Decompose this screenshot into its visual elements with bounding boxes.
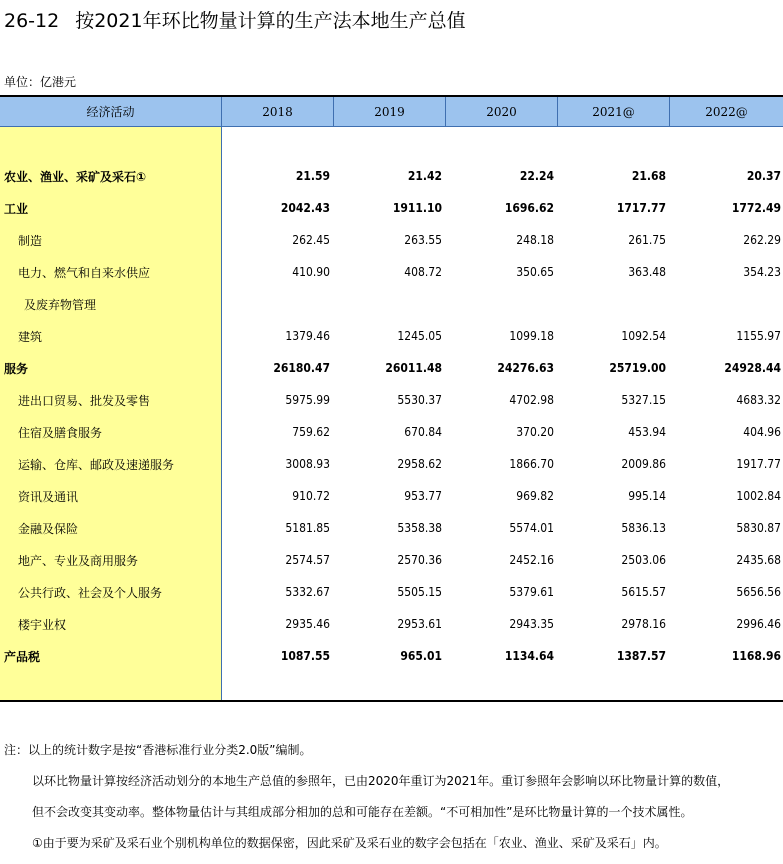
cell-value: 1099.18 [509, 329, 554, 343]
note-line: 注：以上的统计数字是按“香港标准行业分类2.0版”编制。 [4, 743, 312, 757]
cell-value: 2978.16 [621, 617, 666, 631]
row-label: 地产、专业及商用服务 [18, 553, 139, 568]
cell-value: 953.77 [404, 489, 442, 503]
table-row [0, 512, 783, 544]
cell-value: 1002.84 [736, 489, 781, 503]
cell-value: 5574.01 [509, 521, 554, 535]
cell-value: 262.29 [743, 233, 781, 247]
cell-value: 404.96 [743, 425, 781, 439]
cell-value: 969.82 [516, 489, 554, 503]
row-label: 金融及保险 [18, 521, 79, 536]
table-row [0, 192, 783, 224]
cell-value: 25719.00 [609, 361, 666, 375]
cell-value: 4683.32 [736, 393, 781, 407]
row-label: 公共行政、社会及个人服务 [18, 585, 163, 600]
row-label: 及废弃物管理 [24, 297, 97, 312]
cell-value: 5530.37 [397, 393, 442, 407]
cell-value: 1168.96 [731, 649, 781, 663]
row-label: 服务 [4, 361, 29, 376]
table-row [0, 160, 783, 192]
cell-value: 1379.46 [285, 329, 330, 343]
table-body [0, 160, 783, 672]
cell-value: 21.42 [407, 169, 442, 183]
cell-value: 2574.57 [285, 553, 330, 567]
row-label: 农业、渔业、采矿及采石① [4, 169, 147, 184]
column-header-2020: 2020 [446, 97, 558, 126]
table-title: 按2021年环比物量计算的生产法本地生产总值 [75, 10, 466, 32]
cell-value: 1717.77 [616, 201, 666, 215]
cell-value: 2953.61 [397, 617, 442, 631]
cell-value: 1917.77 [736, 457, 781, 471]
gdp-table [0, 95, 783, 702]
note-line: ①由于要为采矿及采石业个别机构单位的数据保密，因此采矿及采石业的数字会包括在「农业、渔业、采矿及采石」内。 [32, 836, 667, 850]
table-row [0, 288, 783, 320]
cell-value: 1092.54 [621, 329, 666, 343]
cell-value: 408.72 [404, 265, 442, 279]
cell-value: 2943.35 [509, 617, 554, 631]
row-label: 电力、燃气和自来水供应 [18, 265, 151, 280]
table-row [0, 352, 783, 384]
row-label: 住宿及膳食服务 [18, 425, 103, 440]
table-row [0, 448, 783, 480]
row-label: 资讯及通讯 [18, 489, 79, 504]
table-row [0, 480, 783, 512]
column-header-activity: 经济活动 [0, 97, 222, 126]
cell-value: 20.37 [746, 169, 781, 183]
row-label: 进出口贸易、批发及零售 [18, 393, 151, 408]
cell-value: 965.01 [400, 649, 442, 663]
cell-value: 1245.05 [397, 329, 442, 343]
cell-value: 2503.06 [621, 553, 666, 567]
cell-value: 24928.44 [724, 361, 781, 375]
cell-value: 26011.48 [385, 361, 442, 375]
cell-value: 1696.62 [504, 201, 554, 215]
cell-value: 2958.62 [397, 457, 442, 471]
column-header-2019: 2019 [334, 97, 446, 126]
row-label: 制造 [18, 233, 43, 248]
cell-value: 5327.15 [621, 393, 666, 407]
cell-value: 910.72 [292, 489, 330, 503]
note-line: 但不会改变其变动率。整体物量估计与其组成部分相加的总和可能存在差额。“不可相加性”是环比物量计算的一个技术属性。 [32, 805, 693, 819]
cell-value: 263.55 [404, 233, 442, 247]
cell-value: 2996.46 [736, 617, 781, 631]
table-row [0, 608, 783, 640]
cell-value: 21.59 [295, 169, 330, 183]
cell-value: 24276.63 [497, 361, 554, 375]
cell-value: 410.90 [292, 265, 330, 279]
cell-value: 5358.38 [397, 521, 442, 535]
table-row [0, 416, 783, 448]
cell-value: 1387.57 [616, 649, 666, 663]
cell-value: 26180.47 [273, 361, 330, 375]
cell-value: 5615.57 [621, 585, 666, 599]
column-header-2018: 2018 [222, 97, 334, 126]
cell-value: 2435.68 [736, 553, 781, 567]
note-line: 以环比物量计算按经济活动划分的本地生产总值的参照年，已由2020年重订为2021年。重订参照年会影响以环比物量计算的数值， [32, 774, 730, 788]
column-header-2022: 2022@ [705, 104, 748, 119]
cell-value: 354.23 [743, 265, 781, 279]
cell-value: 22.24 [519, 169, 554, 183]
cell-value: 5505.15 [397, 585, 442, 599]
cell-value: 2042.43 [280, 201, 330, 215]
cell-value: 5830.87 [736, 521, 781, 535]
table-row [0, 640, 783, 672]
cell-value: 1911.10 [392, 201, 442, 215]
cell-value: 1155.97 [736, 329, 781, 343]
cell-value: 759.62 [292, 425, 330, 439]
cell-value: 370.20 [516, 425, 554, 439]
cell-value: 453.94 [628, 425, 666, 439]
cell-value: 1772.49 [731, 201, 781, 215]
column-header-2021: 2021@ [558, 97, 670, 126]
cell-value: 248.18 [516, 233, 554, 247]
cell-value: 995.14 [628, 489, 666, 503]
table-row [0, 384, 783, 416]
table-row [0, 224, 783, 256]
row-label: 建筑 [18, 329, 43, 344]
unit-label: 单位：亿港元 [4, 75, 77, 89]
cell-value: 5836.13 [621, 521, 666, 535]
cell-value: 363.48 [628, 265, 666, 279]
cell-value: 5379.61 [509, 585, 554, 599]
cell-value: 1866.70 [509, 457, 554, 471]
cell-value: 262.45 [292, 233, 330, 247]
table-row [0, 256, 783, 288]
row-label: 产品税 [4, 649, 41, 664]
cell-value: 4702.98 [509, 393, 554, 407]
cell-value: 670.84 [404, 425, 442, 439]
cell-value: 1134.64 [504, 649, 554, 663]
table-row [0, 544, 783, 576]
cell-value: 5656.56 [736, 585, 781, 599]
table-code: 26-12 [4, 10, 60, 32]
cell-value: 261.75 [628, 233, 666, 247]
cell-value: 5181.85 [285, 521, 330, 535]
cell-value: 5975.99 [285, 393, 330, 407]
table-row [0, 576, 783, 608]
cell-value: 21.68 [631, 169, 666, 183]
cell-value: 2935.46 [285, 617, 330, 631]
cell-value: 2570.36 [397, 553, 442, 567]
row-label: 工业 [4, 201, 29, 216]
footnotes [4, 740, 783, 864]
table-row [0, 320, 783, 352]
table-header [0, 97, 783, 127]
row-label: 楼宇业权 [18, 617, 67, 632]
cell-value: 3008.93 [285, 457, 330, 471]
cell-value: 2009.86 [621, 457, 666, 471]
cell-value: 350.65 [516, 265, 554, 279]
row-label: 运输、仓库、邮政及速递服务 [18, 457, 175, 472]
page-title [4, 6, 466, 33]
cell-value: 1087.55 [280, 649, 330, 663]
cell-value: 2452.16 [509, 553, 554, 567]
cell-value: 5332.67 [285, 585, 330, 599]
